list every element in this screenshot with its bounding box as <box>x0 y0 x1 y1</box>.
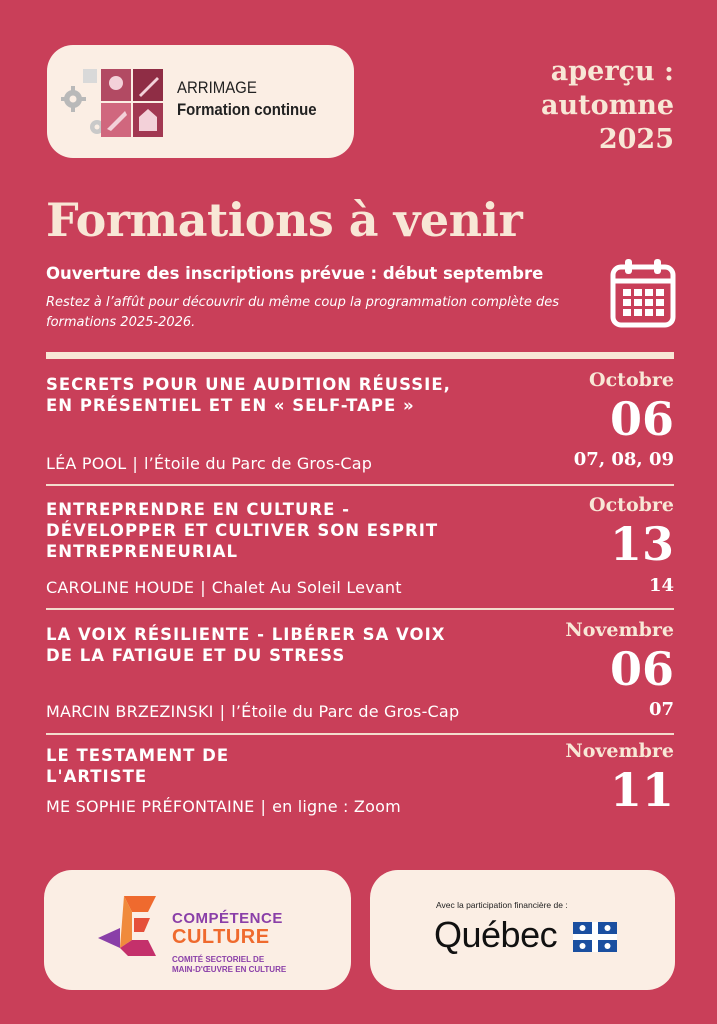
cc-line-3: COMITÉ SECTORIEL DE <box>172 955 265 964</box>
competence-culture-logo-icon <box>94 888 174 968</box>
divider <box>46 733 674 735</box>
separator: | <box>260 797 267 816</box>
event-day: 06 <box>609 642 674 696</box>
event-month: Octobre <box>589 369 674 391</box>
preview-line-1: aperçu : <box>550 56 674 87</box>
calendar-icon <box>610 257 676 329</box>
registration-subtitle: Ouverture des inscriptions prévue : début septembre <box>46 264 544 283</box>
programming-note: Restez à l’affût pour découvrir du même coup la programmation complète des formations 2025-2026. <box>46 295 559 330</box>
sponsor-caption: Avec la participation financière de : <box>436 900 568 910</box>
event-title: LA VOIX RÉSILIENTE - LIBÉRER SA VOIX DE LA FATIGUE ET DU STRESS <box>46 625 446 665</box>
event-item <box>46 369 674 474</box>
arrimage-logo-icon <box>61 67 165 139</box>
separator: | <box>132 454 138 473</box>
logo-line-1: ARRIMAGE <box>177 78 257 97</box>
arrimage-logo-card <box>47 45 354 158</box>
section-bar <box>46 352 674 359</box>
preview-season <box>541 55 674 157</box>
event-month: Novembre <box>565 619 674 641</box>
separator: | <box>219 702 226 721</box>
separator: | <box>200 578 206 597</box>
event-month: Octobre <box>589 494 674 516</box>
event-presenter: MARCIN BRZEZINSKI <box>46 702 214 721</box>
event-item <box>46 619 674 724</box>
event-title: LE TESTAMENT DE L'ARTISTE <box>46 746 230 786</box>
cc-line-2: CULTURE <box>172 926 270 948</box>
event-item <box>46 494 674 599</box>
quebec-sponsor-card <box>370 870 675 990</box>
event-presenter: ME SOPHIE PRÉFONTAINE <box>46 797 255 816</box>
event-title: SECRETS POUR UNE AUDITION RÉUSSIE, EN PRÉSENTIEL ET EN « SELF-TAPE » <box>46 375 451 415</box>
event-month: Novembre <box>565 740 674 762</box>
event-meta <box>46 702 459 721</box>
event-location: en ligne : Zoom <box>272 797 401 816</box>
page-title: Formations à venir <box>46 193 523 247</box>
event-extra-days: 07, 08, 09 <box>573 449 674 470</box>
divider <box>46 608 674 610</box>
event-day: 11 <box>609 763 674 817</box>
competence-culture-text <box>172 910 286 975</box>
event-meta <box>46 578 402 597</box>
arrimage-logo-text <box>177 77 336 121</box>
preview-line-3: 2025 <box>598 124 674 155</box>
event-location: Chalet Au Soleil Levant <box>211 578 402 597</box>
divider <box>46 484 674 486</box>
competence-culture-card <box>44 870 351 990</box>
event-day: 06 <box>609 392 674 446</box>
event-location: l’Étoile du Parc de Gros-Cap <box>231 702 460 721</box>
event-extra-days: 07 <box>648 699 674 720</box>
event-location: l’Étoile du Parc de Gros-Cap <box>144 454 373 473</box>
quebec-flag-icon <box>573 922 617 952</box>
event-presenter: CAROLINE HOUDE <box>46 578 195 597</box>
logo-line-2: Formation continue <box>177 100 317 119</box>
event-extra-days: 14 <box>648 575 674 596</box>
event-title: ENTREPRENDRE EN CULTURE - DÉVELOPPER ET CULTIVER SON ESPRIT ENTREPRENEURIAL <box>46 500 439 561</box>
quebec-wordmark: Québec <box>434 914 558 955</box>
event-meta <box>46 454 372 473</box>
event-day: 13 <box>609 517 674 571</box>
preview-line-2: automne <box>541 90 674 121</box>
event-presenter: LÉA POOL <box>46 454 127 473</box>
event-item <box>46 740 674 825</box>
cc-line-1: COMPÉTENCE <box>172 910 283 927</box>
cc-line-4: MAIN-D'ŒUVRE EN CULTURE <box>172 965 287 974</box>
event-meta <box>46 797 401 816</box>
